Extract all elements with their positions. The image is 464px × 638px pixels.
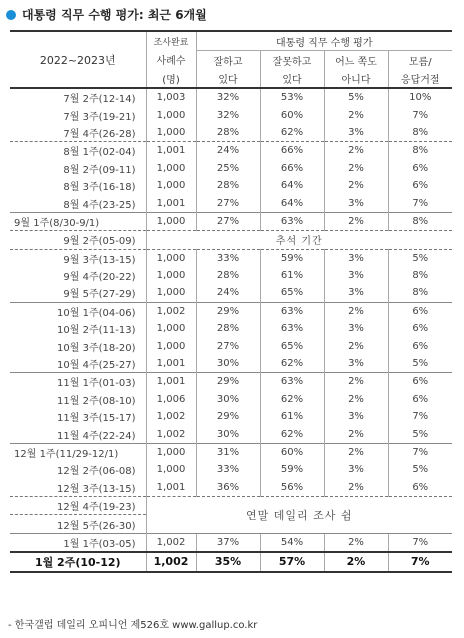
page-title — [6, 6, 207, 23]
merged-note: 연말 데일리 조사 쉼 — [146, 496, 452, 533]
row-bad: 64% — [260, 194, 324, 212]
table-row — [10, 355, 452, 373]
row-neither: 2% — [324, 533, 388, 552]
row-good: 30% — [196, 391, 260, 408]
row-good: 35% — [196, 552, 260, 571]
row-n: 1,002 — [146, 425, 196, 443]
row-good: 29% — [196, 373, 260, 391]
row-label: 12월 5주(26-30) — [10, 515, 146, 533]
row-neither: 3% — [324, 408, 388, 425]
row-label: 9월 5주(27-29) — [63, 289, 136, 301]
row-dk: 8% — [388, 267, 452, 284]
row-dk: 7% — [388, 106, 452, 123]
bullet-dot-icon — [6, 10, 16, 20]
row-good: 27% — [196, 337, 260, 354]
row-good: 29% — [196, 302, 260, 320]
row-label: 7월 2주(12-14) — [10, 88, 146, 106]
row-label: 7월 3주(19-21) — [63, 111, 136, 123]
row-label: 8월 1주(02-04) — [10, 142, 146, 160]
row-dk: 6% — [388, 177, 452, 194]
row-good: 28% — [196, 320, 260, 337]
row-bad: 62% — [260, 124, 324, 142]
row-label: 10월 3주(18-20) — [57, 342, 136, 354]
row-neither: 3% — [324, 267, 388, 284]
row-dk: 7% — [388, 408, 452, 425]
row-label: 1월 1주(03-05) — [10, 533, 146, 552]
table-row — [10, 479, 452, 497]
row-neither: 3% — [324, 320, 388, 337]
row-dk: 5% — [388, 355, 452, 373]
row-neither: 3% — [324, 284, 388, 302]
row-dk: 8% — [388, 212, 452, 230]
table-row — [10, 124, 452, 142]
row-label: 10월 2주(11-13) — [57, 325, 136, 337]
header-col2-a: 잘못하고 — [260, 51, 324, 70]
row-neither: 2% — [324, 142, 388, 160]
row-dk: 6% — [388, 373, 452, 391]
row-neither: 2% — [324, 373, 388, 391]
row-n: 1,002 — [146, 552, 196, 571]
row-neither: 2% — [324, 212, 388, 230]
row-n: 1,000 — [146, 320, 196, 337]
row-label: 8월 2주(09-11) — [63, 164, 136, 176]
row-good: 30% — [196, 425, 260, 443]
row-dk: 6% — [388, 160, 452, 177]
row-n: 1,001 — [146, 479, 196, 497]
row-good: 33% — [196, 461, 260, 478]
table-row — [10, 142, 452, 160]
row-dk: 6% — [388, 337, 452, 354]
header-survey-mid: 사례수 — [146, 51, 196, 70]
row-neither: 2% — [324, 479, 388, 497]
table-row — [10, 194, 452, 212]
row-good: 24% — [196, 142, 260, 160]
row-good: 27% — [196, 212, 260, 230]
row-bad: 60% — [260, 443, 324, 461]
row-dk: 5% — [388, 461, 452, 478]
row-bad: 66% — [260, 142, 324, 160]
row-dk: 7% — [388, 533, 452, 552]
row-n: 1,000 — [146, 249, 196, 267]
header-col4-a: 모름/ — [388, 51, 452, 70]
header-group: 대통령 직무 수행 평가 — [196, 31, 452, 51]
row-n: 1,000 — [146, 284, 196, 302]
row-n: 1,000 — [146, 337, 196, 354]
table-row-latest — [10, 552, 452, 571]
row-label: 9월 1주(8/30-9/1) — [10, 212, 146, 230]
row-dk: 6% — [388, 320, 452, 337]
row-neither: 5% — [324, 88, 388, 106]
row-bad: 66% — [260, 160, 324, 177]
row-bad: 61% — [260, 267, 324, 284]
row-good: 31% — [196, 443, 260, 461]
row-bad: 64% — [260, 177, 324, 194]
row-label: 10월 4주(25-27) — [57, 360, 136, 372]
approval-table — [10, 30, 452, 573]
row-good: 27% — [196, 194, 260, 212]
row-bad: 62% — [260, 391, 324, 408]
row-bad: 63% — [260, 302, 324, 320]
row-bad: 60% — [260, 106, 324, 123]
row-bad: 62% — [260, 425, 324, 443]
row-good: 24% — [196, 284, 260, 302]
row-n: 1,000 — [146, 160, 196, 177]
header-col3-b: 아니다 — [324, 69, 388, 88]
row-bad: 63% — [260, 212, 324, 230]
row-neither: 2% — [324, 552, 388, 571]
row-dk: 7% — [388, 443, 452, 461]
row-label: 8월 3주(16-18) — [63, 182, 136, 194]
row-good: 32% — [196, 106, 260, 123]
row-n: 1,000 — [146, 443, 196, 461]
table-row — [10, 337, 452, 354]
row-neither: 2% — [324, 337, 388, 354]
table-row — [10, 249, 452, 267]
row-bad: 62% — [260, 355, 324, 373]
row-neither: 2% — [324, 177, 388, 194]
row-bad: 54% — [260, 533, 324, 552]
header-col4-b: 응답거절 — [388, 69, 452, 88]
table-row — [10, 212, 452, 230]
row-good: 28% — [196, 124, 260, 142]
header-survey-top: 조사완료 — [146, 31, 196, 51]
row-n: 1,000 — [146, 461, 196, 478]
row-bad: 61% — [260, 408, 324, 425]
row-neither: 2% — [324, 425, 388, 443]
row-dk: 7% — [388, 552, 452, 571]
row-good: 33% — [196, 249, 260, 267]
row-dk: 7% — [388, 194, 452, 212]
row-label: 7월 4주(26-28) — [63, 128, 136, 140]
table-row — [10, 88, 452, 106]
table-row — [10, 533, 452, 552]
row-neither: 3% — [324, 461, 388, 478]
row-neither: 2% — [324, 391, 388, 408]
table-row — [10, 391, 452, 408]
header-period: 2022~2023년 — [10, 31, 146, 88]
header-col3-a: 어느 쪽도 — [324, 51, 388, 70]
row-label: 12월 2주(06-08) — [57, 466, 136, 478]
row-neither: 3% — [324, 355, 388, 373]
row-neither: 2% — [324, 160, 388, 177]
row-neither: 2% — [324, 106, 388, 123]
row-neither: 2% — [324, 443, 388, 461]
row-bad: 65% — [260, 337, 324, 354]
row-label: 10월 1주(04-06) — [10, 302, 146, 320]
header-row-1 — [10, 31, 452, 51]
row-bad: 53% — [260, 88, 324, 106]
row-good: 30% — [196, 355, 260, 373]
row-label: 11월 4주(22-24) — [57, 430, 136, 442]
header-col2-b: 있다 — [260, 69, 324, 88]
row-good: 37% — [196, 533, 260, 552]
row-dk: 5% — [388, 425, 452, 443]
row-n: 1,002 — [146, 533, 196, 552]
row-label: 12월 1주(11/29-12/1) — [10, 443, 146, 461]
table-row — [10, 320, 452, 337]
row-n: 1,001 — [146, 355, 196, 373]
row-dk: 6% — [388, 479, 452, 497]
row-bad: 57% — [260, 552, 324, 571]
table-row — [10, 461, 452, 478]
row-n: 1,000 — [146, 106, 196, 123]
row-n: 1,001 — [146, 142, 196, 160]
table-row — [10, 106, 452, 123]
row-bad: 59% — [260, 249, 324, 267]
row-n: 1,006 — [146, 391, 196, 408]
row-n: 1,003 — [146, 88, 196, 106]
row-good: 32% — [196, 88, 260, 106]
table-row — [10, 443, 452, 461]
row-label: 9월 4주(20-22) — [63, 272, 136, 284]
header-col1-b: 있다 — [196, 69, 260, 88]
header-col1-a: 잘하고 — [196, 51, 260, 70]
row-n: 1,000 — [146, 124, 196, 142]
row-label: 9월 3주(13-15) — [10, 249, 146, 267]
row-n: 1,002 — [146, 408, 196, 425]
table-row — [10, 160, 452, 177]
row-neither: 2% — [324, 302, 388, 320]
table-row — [10, 408, 452, 425]
row-dk: 6% — [388, 391, 452, 408]
row-good: 29% — [196, 408, 260, 425]
table-row-merged — [10, 231, 452, 249]
row-dk: 5% — [388, 249, 452, 267]
row-n: 1,000 — [146, 212, 196, 230]
row-bad: 63% — [260, 320, 324, 337]
row-bad: 59% — [260, 461, 324, 478]
row-bad: 65% — [260, 284, 324, 302]
table-row — [10, 284, 452, 302]
table-row — [10, 373, 452, 391]
table-row — [10, 177, 452, 194]
row-good: 28% — [196, 267, 260, 284]
row-label: 1월 2주(10-12) — [10, 552, 146, 571]
table-row — [10, 425, 452, 443]
row-label: 9월 2주(05-09) — [10, 231, 146, 249]
title-text: 대통령 직무 수행 평가: 최근 6개월 — [22, 8, 207, 22]
row-label: 11월 3주(15-17) — [57, 413, 136, 425]
table-row-merged — [10, 496, 452, 514]
row-dk: 10% — [388, 88, 452, 106]
row-bad: 63% — [260, 373, 324, 391]
row-n: 1,000 — [146, 177, 196, 194]
row-dk: 8% — [388, 284, 452, 302]
source-footer: - 한국갤럽 데일리 오피니언 제526호 www.gallup.co.kr — [8, 620, 258, 631]
row-good: 25% — [196, 160, 260, 177]
row-label: 12월 3주(13-15) — [57, 483, 136, 495]
row-dk: 8% — [388, 124, 452, 142]
row-label: 11월 1주(01-03) — [10, 373, 146, 391]
row-bad: 56% — [260, 479, 324, 497]
row-n: 1,002 — [146, 302, 196, 320]
row-good: 28% — [196, 177, 260, 194]
table-row — [10, 267, 452, 284]
header-survey-bot: (명) — [146, 69, 196, 88]
row-neither: 3% — [324, 249, 388, 267]
merged-note: 추석 기간 — [146, 231, 452, 249]
table-row — [10, 302, 452, 320]
row-neither: 3% — [324, 124, 388, 142]
row-label: 11월 2주(08-10) — [57, 395, 136, 407]
row-good: 36% — [196, 479, 260, 497]
row-dk: 6% — [388, 302, 452, 320]
row-neither: 3% — [324, 194, 388, 212]
row-n: 1,000 — [146, 267, 196, 284]
row-dk: 8% — [388, 142, 452, 160]
row-label: 12월 4주(19-23) — [10, 496, 146, 514]
row-n: 1,001 — [146, 194, 196, 212]
row-label: 8월 4주(23-25) — [63, 199, 136, 211]
row-n: 1,001 — [146, 373, 196, 391]
